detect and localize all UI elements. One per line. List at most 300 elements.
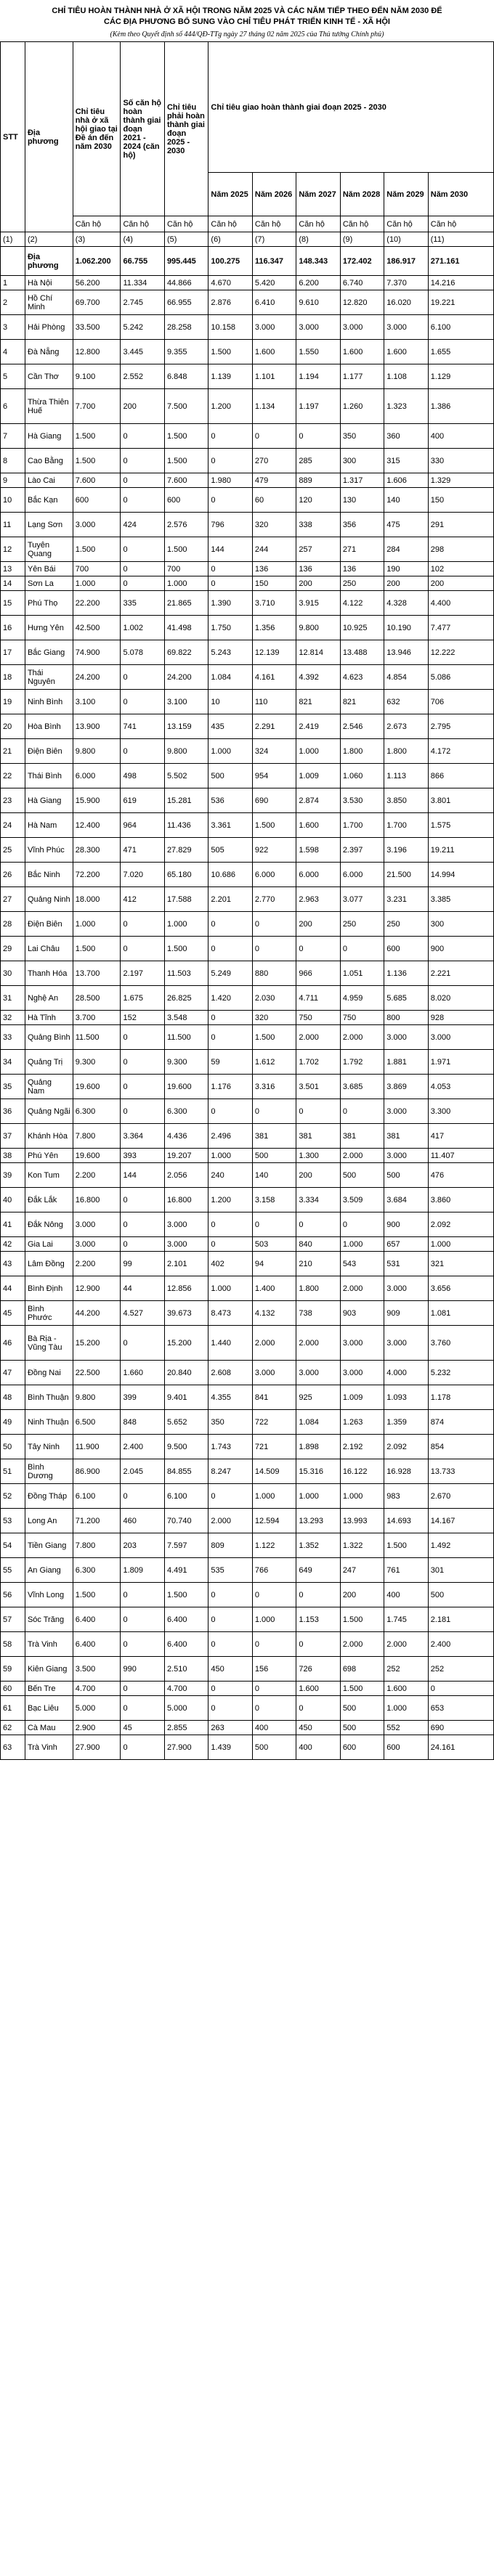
table-row (1, 616, 494, 640)
table-cell: Bạc Liêu (25, 1696, 73, 1721)
table-cell: 27.829 (164, 838, 208, 863)
table-cell: 1.420 (208, 986, 252, 1011)
table-cell: 12.856 (164, 1276, 208, 1301)
table-cell: 1.356 (252, 616, 296, 640)
table-cell: 9.800 (73, 1385, 121, 1410)
table-cell: 4.959 (340, 986, 384, 1011)
table-cell: 16.800 (73, 1188, 121, 1212)
table-cell: 210 (296, 1252, 340, 1276)
table-cell: 0 (252, 937, 296, 961)
table-cell: 476 (428, 1163, 493, 1188)
table-cell: 2.745 (121, 290, 164, 315)
table-cell: 47 (1, 1361, 25, 1385)
table-row (1, 1435, 494, 1459)
table-cell: 1.500 (73, 1583, 121, 1607)
table-cell: 2.670 (428, 1484, 493, 1509)
table-cell: 505 (208, 838, 252, 863)
table-cell: 19.600 (73, 1075, 121, 1099)
table-cell: 2.221 (428, 961, 493, 986)
table-cell: 1.060 (340, 764, 384, 788)
table-cell: 12.139 (252, 640, 296, 665)
table-cell: 0 (208, 1099, 252, 1124)
table-cell: 7.597 (164, 1533, 208, 1558)
header-year-2026: Năm 2026 (252, 173, 296, 216)
table-cell: 3.000 (73, 1212, 121, 1237)
table-cell: 1.702 (296, 1050, 340, 1075)
table-cell: 4.670 (208, 276, 252, 290)
table-cell: 1.386 (428, 389, 493, 424)
table-row (1, 562, 494, 576)
table-cell: 39 (1, 1163, 25, 1188)
table-cell: 1.898 (296, 1435, 340, 1459)
table-cell: 1.500 (73, 937, 121, 961)
table-cell: 1.200 (208, 1188, 252, 1212)
table-cell: 450 (296, 1721, 340, 1735)
table-cell: 0 (121, 665, 164, 690)
table-cell: 44 (121, 1276, 164, 1301)
table-cell: 0 (121, 1025, 164, 1050)
table-row (1, 1410, 494, 1435)
table-cell: 990 (121, 1657, 164, 1682)
table-cell: 8.473 (208, 1301, 252, 1326)
table-cell: 6.000 (340, 863, 384, 887)
table-cell: 2.000 (208, 1509, 252, 1533)
table-cell: Trà Vinh (25, 1735, 73, 1760)
table-cell: 69.822 (164, 640, 208, 665)
table-cell: 16.928 (384, 1459, 428, 1484)
table-row (1, 640, 494, 665)
table-cell: 25 (1, 838, 25, 863)
unit-label: Căn hộ (121, 216, 164, 232)
table-cell: 0 (208, 1237, 252, 1252)
table-cell: 750 (296, 1011, 340, 1025)
table-row (1, 473, 494, 488)
table-cell: 116.347 (252, 247, 296, 276)
table-cell: 6.400 (164, 1632, 208, 1657)
table-cell: 0 (252, 1682, 296, 1696)
table-row (1, 1188, 494, 1212)
table-cell: 14.167 (428, 1509, 493, 1533)
table-cell: 2.092 (384, 1435, 428, 1459)
table-cell: 1.500 (73, 449, 121, 473)
table-cell: 291 (428, 513, 493, 537)
table-cell: 1.492 (428, 1533, 493, 1558)
table-cell: 1.300 (296, 1149, 340, 1163)
table-cell: 24.200 (164, 665, 208, 690)
table-cell: 649 (296, 1558, 340, 1583)
table-cell: (1) (1, 232, 25, 247)
table-cell: 5.000 (164, 1696, 208, 1721)
table-cell: 3 (1, 315, 25, 340)
table-cell: 500 (340, 1696, 384, 1721)
table-cell: 320 (252, 513, 296, 537)
table-cell: 12.800 (73, 340, 121, 364)
table-cell: 0 (252, 1632, 296, 1657)
table-cell: Cần Thơ (25, 364, 73, 389)
table-cell: 250 (340, 912, 384, 937)
table-cell: 57 (1, 1607, 25, 1632)
table-cell: 4.053 (428, 1075, 493, 1099)
table-row (1, 364, 494, 389)
document-subtitle: (Kèm theo Quyết định số 444/QĐ-TTg ngày 27 tháng 02 năm 2025 của Thủ tướng Chính phủ) (110, 30, 384, 38)
table-cell: 928 (428, 1011, 493, 1025)
table-cell: 460 (121, 1509, 164, 1533)
table-cell: Bắc Giang (25, 640, 73, 665)
table-cell: 1.500 (164, 1583, 208, 1607)
header-completed-2021-2024: Số căn hộ hoàn thành giai đoạn 2021 - 2024 (căn hộ) (121, 42, 164, 216)
table-row (1, 1484, 494, 1509)
table-cell: 900 (384, 1212, 428, 1237)
table-cell: 3.801 (428, 788, 493, 813)
table-cell: 2.200 (73, 1252, 121, 1276)
table-cell: 18 (1, 665, 25, 690)
table-cell: 1.002 (121, 616, 164, 640)
table-cell: 5.242 (121, 315, 164, 340)
table-cell: 37 (1, 1124, 25, 1149)
table-cell: 1.675 (121, 986, 164, 1011)
table-cell: Bình Dương (25, 1459, 73, 1484)
table-cell: 1.792 (340, 1050, 384, 1075)
table-cell: 6.300 (73, 1558, 121, 1583)
table-cell: 393 (121, 1149, 164, 1163)
table-cell: 2.496 (208, 1124, 252, 1149)
table-cell: 0 (121, 537, 164, 562)
table-cell: 3.231 (384, 887, 428, 912)
table-cell: 9.500 (164, 1435, 208, 1459)
table-row (1, 513, 494, 537)
table-row (1, 1050, 494, 1075)
table-cell: 4.122 (340, 591, 384, 616)
table-cell: 3.684 (384, 1188, 428, 1212)
table-header (1, 42, 494, 232)
table-cell: 12.400 (73, 813, 121, 838)
table-cell: 925 (296, 1385, 340, 1410)
table-cell: 3.000 (296, 315, 340, 340)
table-cell: 479 (252, 473, 296, 488)
table-cell: 854 (428, 1435, 493, 1459)
table-cell: 58 (1, 1632, 25, 1657)
table-cell: 59 (208, 1050, 252, 1075)
table-cell: 3.196 (384, 838, 428, 863)
table-cell: 1.500 (73, 537, 121, 562)
table-cell: 1.500 (252, 813, 296, 838)
table-cell: 3.361 (208, 813, 252, 838)
table-cell: 55 (1, 1558, 25, 1583)
table-cell: 6.400 (164, 1607, 208, 1632)
table-cell: 40 (1, 1188, 25, 1212)
table-cell: 0 (296, 1696, 340, 1721)
table-cell: 1.600 (296, 1682, 340, 1696)
table-cell: 2.900 (73, 1721, 121, 1735)
table-cell: 0 (340, 1212, 384, 1237)
table-cell: 653 (428, 1696, 493, 1721)
table-cell: 247 (340, 1558, 384, 1583)
table-cell: 1.129 (428, 364, 493, 389)
table-cell: 9.355 (164, 340, 208, 364)
table-cell: 840 (296, 1237, 340, 1252)
header-year-2025: Năm 2025 (208, 173, 252, 216)
table-cell: Phú Thọ (25, 591, 73, 616)
table-cell: 1.881 (384, 1050, 428, 1075)
table-cell: 2.546 (340, 714, 384, 739)
table-row (1, 1011, 494, 1025)
table-cell: Bình Phước (25, 1301, 73, 1326)
table-row (1, 863, 494, 887)
table-cell: 3.700 (73, 1011, 121, 1025)
table-cell: 200 (296, 1163, 340, 1188)
table-cell: 381 (384, 1124, 428, 1149)
table-cell: 1.000 (340, 1237, 384, 1252)
table-cell: 172.402 (340, 247, 384, 276)
table-cell: 381 (252, 1124, 296, 1149)
table-row (1, 1163, 494, 1188)
table-row (1, 591, 494, 616)
table-cell: (5) (164, 232, 208, 247)
table-cell: 26.825 (164, 986, 208, 1011)
table-cell: 8.247 (208, 1459, 252, 1484)
table-cell: 321 (428, 1252, 493, 1276)
table-cell: 600 (73, 488, 121, 513)
table-cell: 0 (252, 912, 296, 937)
table-cell: 39.673 (164, 1301, 208, 1326)
table-cell: 136 (252, 562, 296, 576)
table-cell: 0 (208, 1632, 252, 1657)
table-cell: 1.500 (384, 1533, 428, 1558)
table-cell: 1.500 (164, 537, 208, 562)
table-cell: 0 (208, 1011, 252, 1025)
table-cell: 26 (1, 863, 25, 887)
table-cell: 324 (252, 739, 296, 764)
table-cell: 503 (252, 1237, 296, 1252)
table-cell: 600 (384, 937, 428, 961)
table-cell: 200 (296, 576, 340, 591)
table-cell: 0 (208, 1607, 252, 1632)
table-cell: 0 (121, 562, 164, 576)
table-cell: 5.652 (164, 1410, 208, 1435)
table-cell: 0 (208, 1484, 252, 1509)
table-cell: 1.600 (384, 1682, 428, 1696)
table-row (1, 1735, 494, 1760)
table-cell: 0 (121, 488, 164, 513)
table-row (1, 714, 494, 739)
table-cell: 0 (296, 1583, 340, 1607)
table-row (1, 961, 494, 986)
table-cell: 0 (121, 1696, 164, 1721)
table-cell: 1.612 (252, 1050, 296, 1075)
table-cell: 1.352 (296, 1533, 340, 1558)
table-cell: 34 (1, 1050, 25, 1075)
table-cell: 3.077 (340, 887, 384, 912)
table-cell: 257 (296, 537, 340, 562)
table-cell: 1.800 (296, 1276, 340, 1301)
table-cell: 1.000 (73, 912, 121, 937)
table-cell: 13.946 (384, 640, 428, 665)
table-cell: 86.900 (73, 1459, 121, 1484)
table-cell: 6.200 (296, 276, 340, 290)
table-row (1, 1632, 494, 1657)
table-cell: 9.300 (164, 1050, 208, 1075)
table-cell: 15.900 (73, 788, 121, 813)
table-cell: 750 (340, 1011, 384, 1025)
table-cell: 54 (1, 1533, 25, 1558)
table-cell: 10.925 (340, 616, 384, 640)
table-cell: Quảng Trị (25, 1050, 73, 1075)
table-cell: Thừa Thiên Huế (25, 389, 73, 424)
table-cell: 17.588 (164, 887, 208, 912)
table-cell: Địa phương (25, 247, 73, 276)
table-cell: 16.020 (384, 290, 428, 315)
table-cell: 10.158 (208, 315, 252, 340)
table-cell: 3.000 (340, 1361, 384, 1385)
table-row (1, 1558, 494, 1583)
table-cell: 2.874 (296, 788, 340, 813)
table-cell: 21 (1, 739, 25, 764)
table-cell: 0 (121, 739, 164, 764)
table-cell: 7 (1, 424, 25, 449)
table-cell: 11.500 (73, 1025, 121, 1050)
table-cell: 10 (1, 488, 25, 513)
table-cell: 42.500 (73, 616, 121, 640)
table-cell: 23 (1, 788, 25, 813)
table-cell: 0 (121, 473, 164, 488)
table-cell: 200 (121, 389, 164, 424)
table-cell: 13.733 (428, 1459, 493, 1484)
table-cell: 1.000 (296, 1484, 340, 1509)
table-cell: 1.440 (208, 1326, 252, 1361)
table-cell: 18.000 (73, 887, 121, 912)
table-row (1, 389, 494, 424)
table-cell: 263 (208, 1721, 252, 1735)
table-cell: 3.000 (164, 1237, 208, 1252)
table-cell: 2.552 (121, 364, 164, 389)
table-cell: 5.078 (121, 640, 164, 665)
table-cell: 4.700 (164, 1682, 208, 1696)
table-cell: 964 (121, 813, 164, 838)
table-cell: 9.800 (164, 739, 208, 764)
table-cell: 200 (296, 912, 340, 937)
table-cell: 5.000 (73, 1696, 121, 1721)
table-cell: 1.317 (340, 473, 384, 488)
table-cell: 4.711 (296, 986, 340, 1011)
table-cell: 48 (1, 1385, 25, 1410)
table-cell: 3.000 (296, 1361, 340, 1385)
table-cell: 738 (296, 1301, 340, 1326)
table-cell: 62 (1, 1721, 25, 1735)
table-cell: 543 (340, 1252, 384, 1276)
table-cell: 1.000 (252, 1484, 296, 1509)
table-cell: 3.385 (428, 887, 493, 912)
table-cell: 4.400 (428, 591, 493, 616)
table-cell: 0 (208, 912, 252, 937)
table-cell: 28 (1, 912, 25, 937)
table-cell: 4.623 (340, 665, 384, 690)
table-cell: 2.419 (296, 714, 340, 739)
table-row (1, 1583, 494, 1607)
table-cell: 3.000 (384, 1149, 428, 1163)
table-cell: 1.598 (296, 838, 340, 863)
table-cell: 46 (1, 1326, 25, 1361)
table-cell: 3.710 (252, 591, 296, 616)
table-row (1, 1682, 494, 1696)
table-cell: 1.500 (73, 424, 121, 449)
table-cell: 13.700 (73, 961, 121, 986)
table-cell: 152 (121, 1011, 164, 1025)
table-cell: 0 (121, 1075, 164, 1099)
table-cell: 0 (208, 937, 252, 961)
title-line-1: CHỈ TIÊU HOÀN THÀNH NHÀ Ở XÃ HỘI TRONG NĂM 2025 VÀ CÁC NĂM TIẾP THEO ĐẾN NĂM 2030 ĐỂ (52, 7, 442, 15)
table-row (1, 665, 494, 690)
table-cell: 1.176 (208, 1075, 252, 1099)
table-cell: 1.200 (208, 389, 252, 424)
table-cell: 500 (428, 1583, 493, 1607)
table-cell: 3.000 (384, 1276, 428, 1301)
table-cell: Nghệ An (25, 986, 73, 1011)
table-cell: 20.840 (164, 1361, 208, 1385)
table-cell: 1.700 (340, 813, 384, 838)
table-cell: Hà Tĩnh (25, 1011, 73, 1025)
table-cell: 69.700 (73, 290, 121, 315)
table-cell: 1.575 (428, 813, 493, 838)
table-cell: 50 (1, 1435, 25, 1459)
table-cell: Tuyên Quang (25, 537, 73, 562)
table-cell: 28.300 (73, 838, 121, 863)
table-cell: 2.197 (121, 961, 164, 986)
table-cell: 471 (121, 838, 164, 863)
table-cell: 11.436 (164, 813, 208, 838)
unit-label: Căn hộ (164, 216, 208, 232)
table-cell: 35 (1, 1075, 25, 1099)
table-cell: 4.436 (164, 1124, 208, 1149)
table-cell: (9) (340, 232, 384, 247)
table-cell: 15.281 (164, 788, 208, 813)
table-cell: 301 (428, 1558, 493, 1583)
table-cell: 44 (1, 1276, 25, 1301)
table-cell: 954 (252, 764, 296, 788)
table-cell: 1.439 (208, 1735, 252, 1760)
table-cell: 3.334 (296, 1188, 340, 1212)
table-cell: 10.686 (208, 863, 252, 887)
table-cell: 0 (428, 1682, 493, 1696)
table-cell: 821 (340, 690, 384, 714)
table-row (1, 449, 494, 473)
table-cell: 6 (1, 389, 25, 424)
table-row (1, 1509, 494, 1533)
table-cell: 1.322 (340, 1533, 384, 1558)
table-cell: 657 (384, 1237, 428, 1252)
table-cell: 2.101 (164, 1252, 208, 1276)
table-cell: 24.161 (428, 1735, 493, 1760)
table-cell: 14.994 (428, 863, 493, 887)
table-cell: 1.980 (208, 473, 252, 488)
table-cell: Hà Giang (25, 788, 73, 813)
table-cell: 148.343 (296, 247, 340, 276)
table-cell: (2) (25, 232, 73, 247)
table-cell: Đồng Nai (25, 1361, 73, 1385)
table-cell: 45 (1, 1301, 25, 1326)
table-cell: Quảng Bình (25, 1025, 73, 1050)
table-body (1, 232, 494, 1760)
table-cell: 136 (340, 562, 384, 576)
table-cell: 0 (340, 937, 384, 961)
table-cell: 3.530 (340, 788, 384, 813)
table-cell: 500 (252, 1149, 296, 1163)
table-cell: 56.200 (73, 276, 121, 290)
table-cell: 1.084 (208, 665, 252, 690)
table-cell: 284 (384, 537, 428, 562)
table-cell: 2.770 (252, 887, 296, 912)
table-cell: 2.000 (252, 1326, 296, 1361)
table-row (1, 1533, 494, 1558)
